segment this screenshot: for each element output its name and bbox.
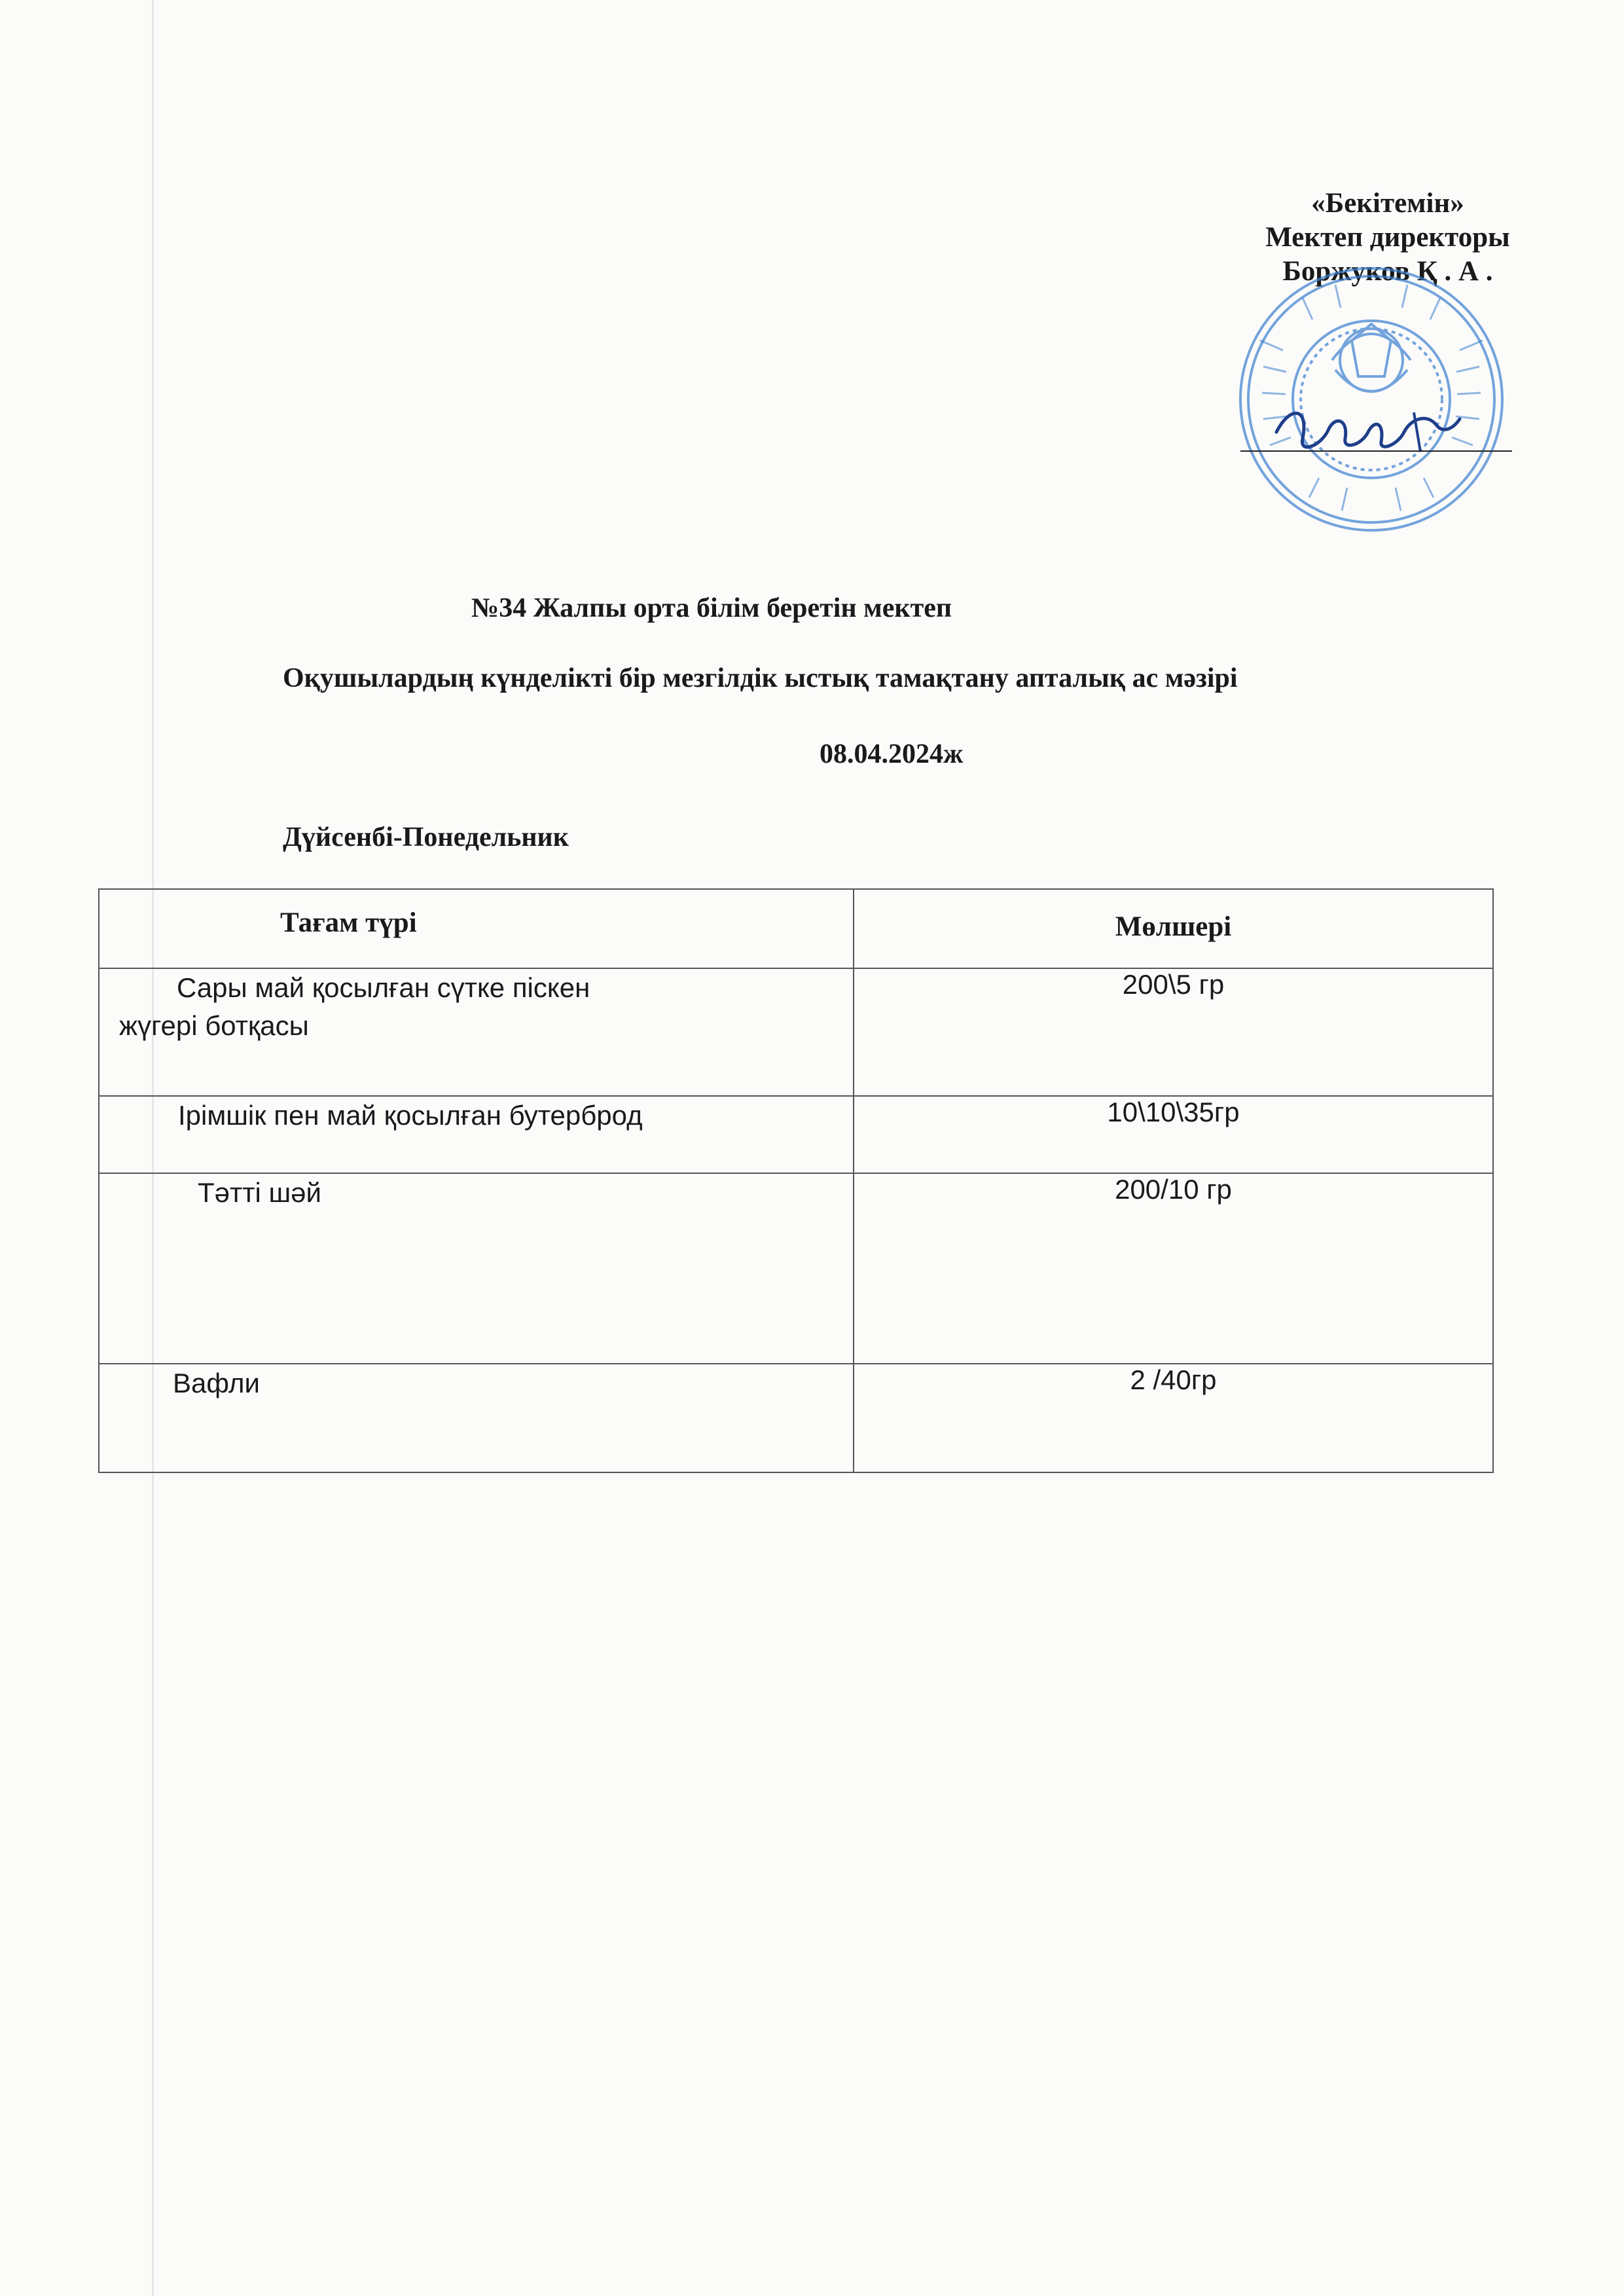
quantity-cell: 2 /40гр bbox=[854, 1364, 1493, 1472]
approval-position: Мектеп директоры bbox=[1265, 222, 1510, 253]
approval-title: «Бекітемін» bbox=[1311, 188, 1464, 219]
dish-cell bbox=[99, 968, 854, 1096]
dish-name: Тәтті шәй bbox=[198, 1177, 321, 1208]
weekday-label: Дүйсенбі-Понедельник bbox=[283, 822, 569, 852]
approval-director-name: Боржуков Қ . А . bbox=[1282, 256, 1493, 287]
dish-name: Сары май қосылған сүтке піскен bbox=[177, 972, 590, 1003]
quantity-cell: 200\5 гр bbox=[854, 968, 1493, 1096]
menu-table bbox=[98, 888, 1494, 1473]
dish-name: Ірімшік пен май қосылған бутерброд bbox=[178, 1100, 643, 1131]
column-header-dish: Тағам түрі bbox=[99, 889, 854, 968]
dish-cell bbox=[99, 1096, 854, 1173]
table-row bbox=[99, 1173, 1493, 1364]
signature-line bbox=[1240, 450, 1512, 452]
dish-cell bbox=[99, 1173, 854, 1364]
quantity-cell: 200/10 гр bbox=[854, 1173, 1493, 1364]
director-signature bbox=[1263, 393, 1466, 471]
table-header-row bbox=[99, 889, 1493, 968]
school-name: №34 Жалпы орта білім беретін мектеп bbox=[471, 593, 952, 623]
quantity-cell: 10\10\35гр bbox=[854, 1096, 1493, 1173]
dish-name: Вафли bbox=[173, 1368, 260, 1398]
table-row bbox=[99, 1364, 1493, 1472]
column-header-quantity: Мөлшері bbox=[854, 889, 1493, 968]
table-row bbox=[99, 968, 1493, 1096]
dish-name-continuation: жүгері ботқасы bbox=[119, 1010, 309, 1041]
dish-cell bbox=[99, 1364, 854, 1472]
table-row bbox=[99, 1096, 1493, 1173]
menu-title: Оқушылардың күнделікті бір мезгілдік ыстық тамақтану апталық ас мәзірі bbox=[283, 663, 1238, 693]
menu-date: 08.04.2024ж bbox=[820, 739, 964, 769]
